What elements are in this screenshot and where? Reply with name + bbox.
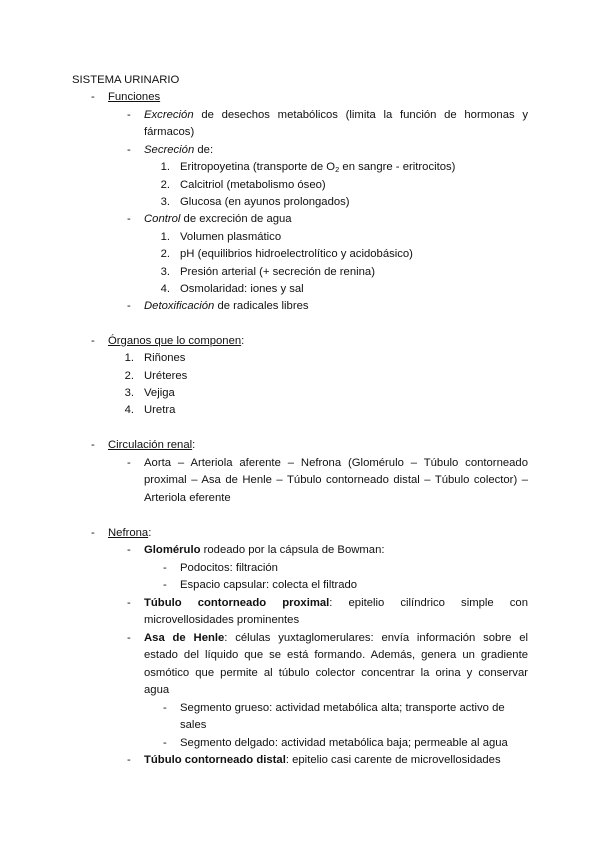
tubulo-proximal-term: Túbulo contorneado proximal — [144, 597, 330, 609]
excrecion-text-cont: fármacos) — [144, 126, 195, 138]
list-item-uretra: Uretra — [144, 404, 176, 416]
tubulo-proximal-text-cont: microvellosidades prominentes — [144, 614, 300, 626]
excrecion-term: Excreción — [144, 109, 194, 121]
glomerulo-item: Glomérulo rodeado por la cápsula de Bowman: — [144, 544, 385, 556]
list-dash: - — [127, 300, 131, 312]
list-dash: - — [91, 91, 95, 103]
list-item-ph: pH (equilibrios hidroelectrolítico y acidobásico) — [180, 248, 413, 260]
list-item-rinones: Riñones — [144, 352, 186, 364]
list-item-eritropoyetina: Eritropoyetina (transporte de $O_2$ en sangre - eritrocitos) — [180, 161, 456, 174]
list-dash: - — [163, 702, 167, 714]
list-dash: - — [163, 562, 167, 574]
list-number: 1. — [160, 161, 170, 173]
list-number: 2. — [160, 248, 170, 260]
list-item-presion: Presión arterial (+ secreción de renina) — [180, 266, 375, 278]
list-number: 1. — [160, 231, 170, 243]
excrecion-text: de desechos metabólicos (limita la función de hormonas y — [193, 109, 528, 121]
asa-henle-text-cont: osmótico que permite al túbulo colector concentrar la orina y conservar — [144, 667, 528, 679]
section-heading-funciones: Funciones — [108, 91, 161, 103]
list-number: 3. — [124, 387, 134, 399]
list-number: 1. — [124, 352, 134, 364]
sub-item-segmento-grueso: Segmento grueso: actividad metabólica alta; transporte activo de — [180, 702, 505, 714]
list-dash: - — [163, 579, 167, 591]
tubulo-proximal-item: Túbulo contorneado proximal: epitelio cilíndrico simple con — [144, 597, 528, 609]
circulacion-text-line: Aorta – Arteriola aferente – Nefrona (Glomérulo – Túbulo contorneado — [144, 457, 528, 469]
sub-item-espacio-capsular: Espacio capsular: colecta el filtrado — [180, 579, 358, 591]
secrecion-item: Secreción de: — [144, 144, 214, 156]
asa-henle-item: Asa de Henle: células yuxtaglomerulares: envía información sobre el — [144, 632, 528, 644]
list-dash: - — [127, 109, 131, 121]
asa-henle-text-cont: estado del líquido que se está formando. Además, genera un gradiente — [144, 649, 528, 661]
page-title: SISTEMA URINARIO — [72, 74, 180, 86]
sub-item-podocitos: Podocitos: filtración — [180, 562, 278, 574]
list-number: 4. — [160, 283, 170, 295]
list-dash: - — [127, 597, 131, 609]
circulacion-text-line: proximal – Asa de Henle – Túbulo contorneado distal – Túbulo colector) – — [144, 474, 528, 486]
list-item-glucosa: Glucosa (en ayunos prolongados) — [180, 196, 350, 208]
asa-henle-text-cont: agua — [144, 684, 170, 696]
list-dash: - — [127, 213, 131, 225]
section-heading-nefrona: Nefrona: — [108, 527, 152, 539]
list-number: 3. — [160, 196, 170, 208]
list-dash: - — [127, 144, 131, 156]
control-item: Control de excreción de agua — [144, 213, 292, 225]
list-dash: - — [163, 737, 167, 749]
list-number: 2. — [124, 370, 134, 382]
list-item-ureteres: Uréteres — [144, 370, 188, 382]
sub-item-segmento-delgado: Segmento delgado: actividad metabólica baja; permeable al agua — [180, 737, 508, 749]
list-dash: - — [91, 439, 95, 451]
tubulo-distal-term: Túbulo contorneado distal — [144, 754, 286, 766]
asa-henle-term: Asa de Henle — [144, 632, 225, 644]
list-number: 3. — [160, 266, 170, 278]
list-item-volumen: Volumen plasmático — [180, 231, 282, 243]
detoxificacion-term: Detoxificación — [144, 300, 215, 312]
list-number: 4. — [124, 404, 134, 416]
circulacion-text-line: Arteriola eferente — [144, 492, 231, 504]
list-dash: - — [127, 632, 131, 644]
list-item-vejiga: Vejiga — [144, 387, 175, 399]
list-dash: - — [127, 754, 131, 766]
control-term: Control — [144, 213, 181, 225]
excrecion-item — [144, 107, 528, 125]
list-item-calcitriol: Calcitriol (metabolismo óseo) — [180, 179, 326, 191]
list-item-osmolaridad: Osmolaridad: iones y sal — [180, 283, 304, 295]
list-dash: - — [127, 544, 131, 556]
tubulo-distal-item: Túbulo contorneado distal: epitelio casi carente de microvellosidades — [144, 754, 501, 766]
list-dash: - — [91, 335, 95, 347]
section-heading-organos: Órganos que lo componen: — [108, 335, 245, 347]
section-heading-circulacion: Circulación renal: — [108, 439, 196, 451]
sub-item-segmento-grueso-cont: sales — [180, 719, 207, 731]
detoxificacion-item: Detoxificación de radicales libres — [144, 300, 309, 312]
list-number: 2. — [160, 179, 170, 191]
list-dash: - — [127, 457, 131, 469]
list-dash: - — [91, 527, 95, 539]
secrecion-term: Secreción — [144, 144, 195, 156]
glomerulo-term: Glomérulo — [144, 544, 201, 556]
